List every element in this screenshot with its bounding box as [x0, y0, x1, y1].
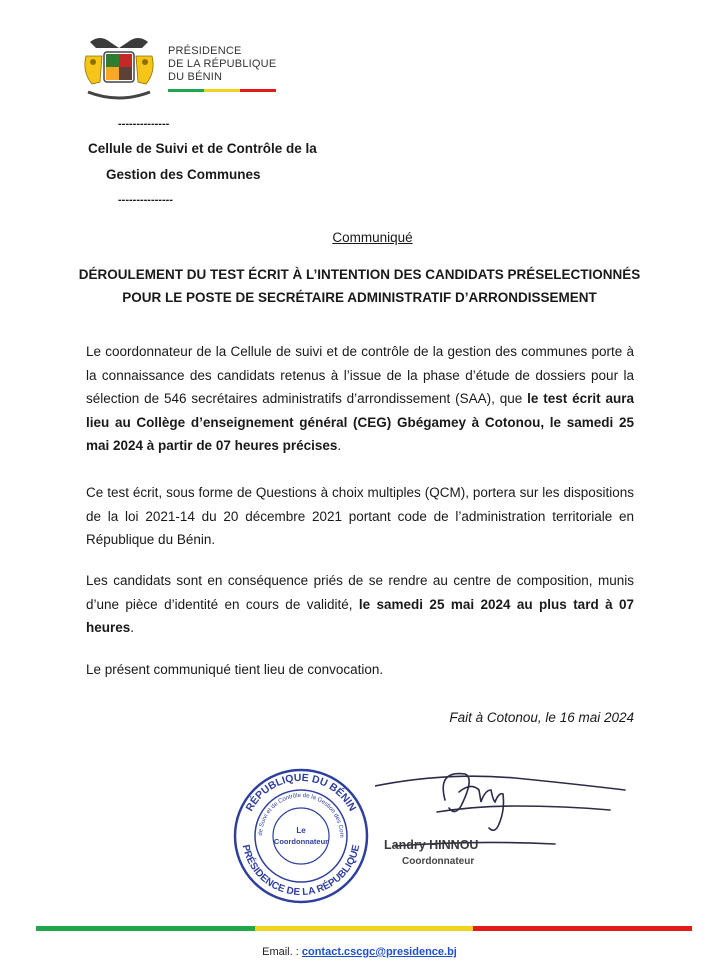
flag-stripe	[168, 89, 276, 92]
paragraph-3-bold: le samedi 25 mai 2024 au plus tard à 07 heures	[86, 596, 634, 635]
handwritten-signature	[375, 760, 675, 870]
paragraph-1-text: Le coordonnateur de la Cellule de suivi et de contrôle de la gestion des communes porte à la connaissance des candidats retenus à l’issue de la phase d’étude de dossiers pour la sélection de 546 secrétaires administratifs d’arrondissement (SAA), que	[86, 344, 634, 406]
org-name-line-1: Cellule de Suivi et de Contrôle de la	[88, 141, 317, 156]
document-title	[0, 263, 719, 309]
seal-center-line-2: Coordonnateur	[273, 837, 329, 846]
place-and-date: Fait à Cotonou, le 16 mai 2024	[449, 710, 634, 725]
footer-email	[0, 946, 719, 958]
flag-stripe-green	[168, 89, 204, 92]
presidency-line-2: DE LA RÉPUBLIQUE	[168, 58, 277, 70]
email-label: Email. :	[262, 946, 302, 958]
official-stamp	[232, 767, 370, 905]
seal-bottom-text: PRÉSIDENCE DE LA RÉPUBLIQUE	[239, 843, 363, 899]
footer-flag-bar	[36, 926, 692, 931]
title-line-1: DÉROULEMENT DU TEST ÉCRIT À L’INTENTION DES CANDIDATS PRÉSELECTIONNÉS	[78, 267, 641, 282]
communique-heading	[0, 230, 719, 245]
presidency-label	[168, 45, 276, 84]
paragraph-3-text: Les candidats sont en conséquence priés de se rendre au centre de composition, munis d’une pièce d’identité en cours de validité,	[86, 573, 634, 612]
svg-text:RÉPUBLIQUE DU BÉNIN	[244, 772, 359, 813]
paragraph-1-end: .	[337, 438, 342, 453]
presidency-line-3: DU BÉNIN	[168, 71, 223, 83]
seal-top-text: RÉPUBLIQUE DU BÉNIN	[243, 771, 359, 814]
signatory-title: Coordonnateur	[402, 856, 475, 867]
signatory-name: Landry HINNOU	[384, 838, 479, 852]
title-line-2: POUR LE POSTE DE SECRÉTAIRE ADMINISTRATIF D’ARRONDISSEMENT	[122, 290, 597, 305]
paragraph-1-bold: le test écrit aura lieu au Collège d’enseignement général (CEG) Gbégamey à Cotonou, le samedi 25 mai 2024 à partir de 07 heures précises	[86, 391, 634, 453]
paragraph-2: Ce test écrit, sous forme de Questions à choix multiples (QCM), portera sur les dispositions de la loi 2021-14 du 20 décembre 2021 portant code de l’administration territoriale en République du Bénin.	[86, 485, 634, 547]
seal-inner-text: de Suivi et de Contrôle de la Gestion des Com	[257, 792, 345, 838]
footer-bar-yellow	[255, 926, 474, 931]
paragraph-3-end: .	[130, 620, 135, 635]
presidency-line-1: PRÉSIDENCE	[168, 45, 242, 57]
footer-bar-green	[36, 926, 255, 931]
paragraph-1	[86, 340, 634, 458]
flag-stripe-yellow	[204, 89, 240, 92]
separator-bottom: ---------------	[118, 194, 173, 206]
flag-stripe-red	[240, 89, 276, 92]
email-link[interactable]: contact.cscgc@presidence.bj	[301, 946, 457, 958]
coat-of-arms-logo	[80, 34, 158, 106]
footer-bar-red	[473, 926, 692, 931]
separator-top: --------------	[118, 118, 170, 130]
seal-center-line-1: Le	[296, 826, 306, 835]
org-name-line-2: Gestion des Communes	[106, 167, 261, 182]
communique-label: Communiqué	[332, 230, 413, 245]
paragraph-3	[86, 569, 634, 640]
paragraph-4: Le présent communiqué tient lieu de convocation.	[86, 662, 384, 677]
